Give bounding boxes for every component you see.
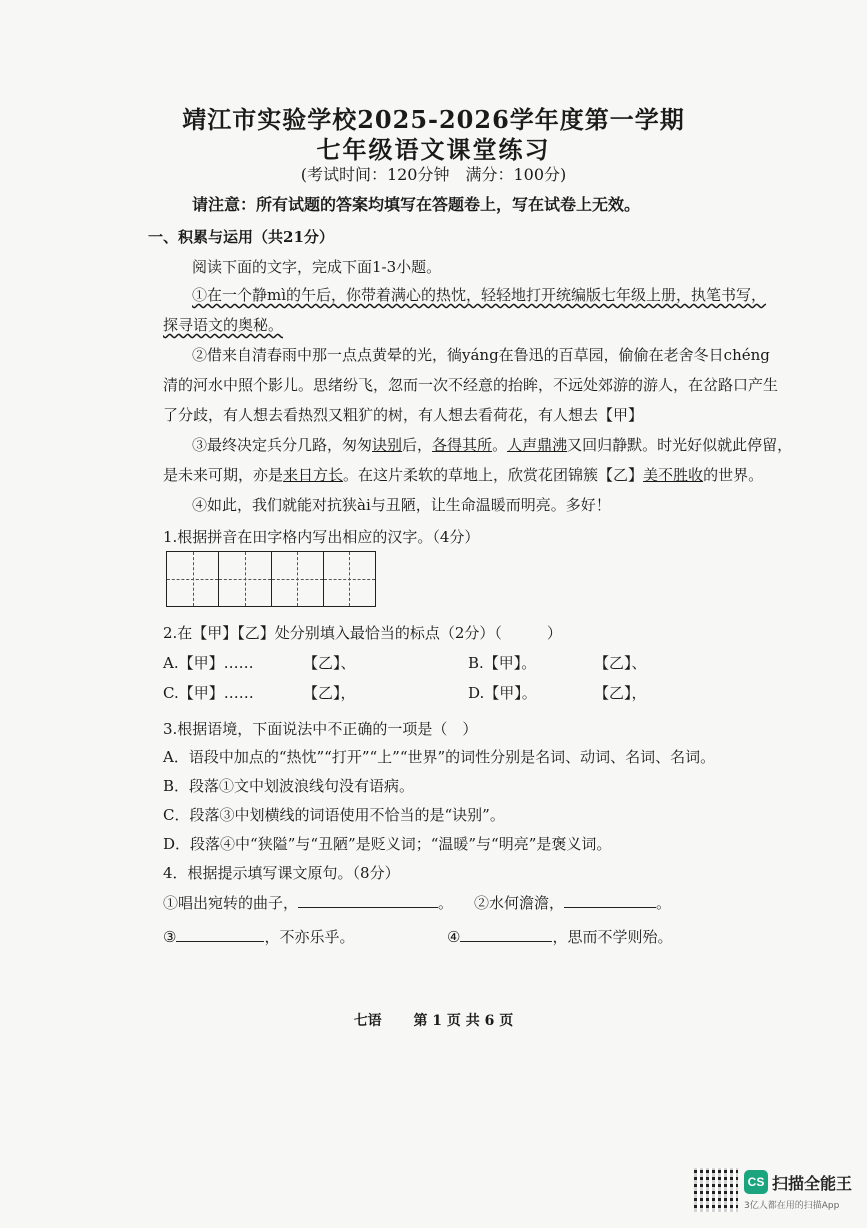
- paragraph-2-line-1: ②借来自清春雨中那一点点黄晕的光，徜yáng在鲁迅的百草园，偷偷在老舍冬日chéng: [192, 346, 770, 364]
- p3-underlined-lairifangchang: 来日方长: [283, 466, 344, 484]
- page-footer: [0, 1010, 867, 1030]
- q4-item-2-end: 。: [656, 894, 672, 912]
- q4-item-3-end: ，不亦乐乎。: [264, 928, 355, 946]
- answer-blank[interactable]: [298, 893, 438, 908]
- paragraph-1-line-1: ①在一个静mì的午后，你带着满心的热忱，轻轻地打开统编版七年级上册，执笔书写，: [192, 286, 767, 304]
- q3-option-a: A．语段中加点的“热忱”“打开”“上”“世界”的词性分别是名词、动词、名词、名词。: [163, 748, 716, 766]
- q4-item-1-prompt: ①唱出宛转的曲子，: [163, 894, 299, 912]
- section-heading: 一、积累与运用（共21分）: [148, 228, 334, 246]
- q2-option-c-yi: 【乙】，: [303, 684, 356, 702]
- footer-page-number: 第 1 页 共 6 页: [413, 1013, 514, 1029]
- q2-option-a-jia: A.【甲】……: [163, 654, 254, 672]
- camscanner-logo-icon: CS: [744, 1170, 768, 1194]
- q2-option-d-jia: D.【甲】。: [468, 684, 537, 702]
- p3-l2-text-a: 是未来可期，亦是: [163, 466, 284, 484]
- reading-intro: 阅读下面的文字，完成下面1-3小题。: [192, 258, 442, 276]
- exam-notice: 请注意：所有试题的答案均填写在答题卷上，写在试卷上无效。: [192, 195, 641, 214]
- p3-underlined-meibushengshou: 美不胜收: [643, 466, 704, 484]
- p3-l2-text-c: 。在这片柔软的草地上，欣赏花团锦簇【乙】: [343, 466, 644, 484]
- question-4: 4．根据提示填写课文原句。（8分）: [163, 864, 400, 882]
- footer-subject: 七语: [353, 1013, 382, 1029]
- p3-l2-text-e: 的世界。: [703, 466, 764, 484]
- q3-option-c: C．段落③中划横线的词语使用不恰当的是“诀别”。: [163, 806, 505, 824]
- q4-item-1: [163, 892, 453, 913]
- p3-text-a: ③最终决定兵分几路，匆匆: [192, 436, 373, 454]
- q2-option-d-yi: 【乙】，: [594, 684, 647, 702]
- paragraph-2-line-2: 清的河水中照个影儿。思绪纷飞，忽而一次不经意的抬眸，不远处郊游的游人，在岔路口产生: [163, 376, 779, 394]
- question-1: 1.根据拼音在田字格内写出相应的汉字。（4分）: [163, 528, 480, 546]
- paragraph-2-line-3: 了分歧，有人想去看热烈又粗犷的树，有人想去看荷花，有人想去【甲】: [163, 406, 644, 424]
- q4-item-3-prompt: ③: [163, 928, 177, 946]
- q3-option-b: B．段落①文中划波浪线句没有语病。: [163, 777, 415, 795]
- q4-item-2-prompt: ②水何澹澹，: [474, 894, 565, 912]
- exam-title-subject: 七年级语文课堂练习: [316, 135, 551, 164]
- p3-text-g: 又回归静默。时光好似就此停留，: [567, 436, 793, 454]
- q4-item-1-end: 。: [438, 894, 454, 912]
- answer-blank[interactable]: [564, 893, 656, 908]
- exam-title-school: 靖江市实验学校2025-2026学年度第一学期: [182, 105, 685, 134]
- grid-cell[interactable]: [324, 552, 375, 606]
- p3-underlined-renshengdingfei: 人声鼎沸: [507, 436, 568, 454]
- answer-blank[interactable]: [176, 927, 264, 942]
- camscanner-brand: 扫描全能王: [772, 1174, 853, 1193]
- tianzige-grid[interactable]: [166, 551, 376, 607]
- paragraph-4: ④如此，我们就能对抗狭ài与丑陋，让生命温暖而明亮。多好！: [192, 496, 611, 514]
- q4-item-4-end: ，思而不学则殆。: [552, 928, 673, 946]
- p3-underlined-gedeqisuo: 各得其所: [432, 436, 493, 454]
- qr-code-icon: [694, 1168, 738, 1212]
- paragraph-1-line-2: 探寻语文的奥秘。: [163, 316, 284, 334]
- grid-cell[interactable]: [167, 552, 219, 606]
- exam-info: (考试时间：120分钟 满分：100分): [300, 165, 567, 184]
- q2-option-a-yi: 【乙】、: [303, 654, 356, 672]
- grid-cell[interactable]: [272, 552, 324, 606]
- p3-underlined-juebie: 诀别: [372, 436, 403, 454]
- q4-item-4-prompt: ④: [447, 928, 461, 946]
- q3-option-d: D．段落④中“狭隘”与“丑陋”是贬义词；“温暖”与“明亮”是褒义词。: [163, 835, 612, 853]
- camscanner-tagline: 3亿人都在用的扫描App: [744, 1201, 840, 1211]
- q4-item-3: [163, 926, 354, 947]
- p3-text-e: 。: [492, 436, 508, 454]
- q4-item-2: [474, 892, 671, 913]
- answer-blank[interactable]: [460, 927, 552, 942]
- q2-option-b-yi: 【乙】、: [594, 654, 647, 672]
- q4-item-4: [447, 926, 672, 947]
- p3-text-c: 后，: [402, 436, 433, 454]
- q2-option-c-jia: C.【甲】……: [163, 684, 254, 702]
- question-2: 2.在【甲】【乙】处分别填入最恰当的标点（2分）（ ）: [163, 624, 562, 642]
- q2-option-b-jia: B.【甲】。: [468, 654, 537, 672]
- paragraph-3-line-2: [163, 464, 763, 485]
- paragraph-3-line-1: [192, 434, 792, 455]
- question-3: 3.根据语境，下面说法中不正确的一项是（ ）: [163, 720, 478, 738]
- grid-cell[interactable]: [219, 552, 271, 606]
